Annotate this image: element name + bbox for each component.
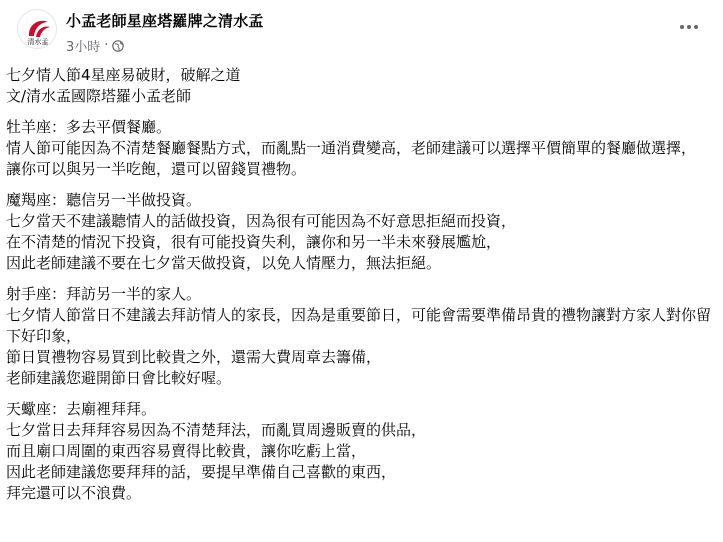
post-paragraph [6,190,718,274]
post-text-line: 因此老師建議您要拜拜的話，要提早準備自己喜歡的東西， [6,463,397,481]
post-paragraph [6,399,718,504]
globe-icon [112,40,124,52]
more-dots-icon [680,25,684,29]
post-paragraph [6,65,718,107]
page-logo-icon [18,10,57,49]
post-text-line: 而且廟口周圍的東西容易賣得比較貴，讓你吃虧上當， [6,442,367,460]
meta-separator: · [104,38,109,53]
post-text-line: 七夕當天不建議聽情人的話做投資，因為很有可能因為不好意思拒絕而投資， [6,212,517,230]
post-text-line: 七夕當日去拜拜容易因為不清楚拜法，而亂買周邊販賣的供品， [6,421,427,439]
post-text-line: 牡羊座：多去平價餐廳。 [6,118,172,136]
post-paragraph [6,284,718,389]
post-paragraph [6,117,718,180]
post-text-line: 射手座：拜訪另一半的家人。 [6,285,202,303]
svg-text:清水孟: 清水孟 [27,38,49,46]
post-text-line: 在不清楚的情況下投資，很有可能投資失利，讓你和另一半未來發展尷尬， [6,233,502,251]
post-text-line: 老師建議您避開節日會比較好喔。 [6,369,232,387]
post-text-line: 節日買禮物容易買到比較貴之外，還需大費周章去籌備， [6,348,382,366]
post-text-line: 魔羯座：聽信另一半做投資。 [6,191,202,209]
post-text-line: 讓你可以與另一半吃飽，還可以留錢買禮物。 [6,160,307,178]
post-text-line: 天蠍座：去廟裡拜拜。 [6,400,157,418]
page-name-link[interactable]: 小孟老師星座塔羅牌之清水孟 [66,12,264,30]
post-time[interactable]: 3小時 [66,40,101,55]
post-text-line: 情人節可能因為不清楚餐廳餐點方式，而亂點一通消費變高，老師建議可以選擇平價簡單的餐廳做選擇， [6,139,697,157]
post-header [17,9,707,59]
post-text-line: 七夕情人節當日不建議去拜訪情人的家長，因為是重要節日，可能會需要準備昂貴的禮物讓對方家人對你留下好印象， [6,306,712,345]
post-meta [66,36,124,55]
post-text-line: 拜完還可以不浪費。 [6,484,142,502]
post-text-line: 七夕情人節4星座易破財，破解之道 [6,66,241,84]
post-text-line: 文/清水孟國際塔羅小孟老師 [6,87,192,105]
more-options-button[interactable] [671,15,707,39]
post-text [6,65,718,514]
post-text-line: 因此老師建議不要在七夕當天做投資，以免人情壓力，無法拒絕。 [6,254,442,272]
avatar[interactable] [17,9,57,49]
